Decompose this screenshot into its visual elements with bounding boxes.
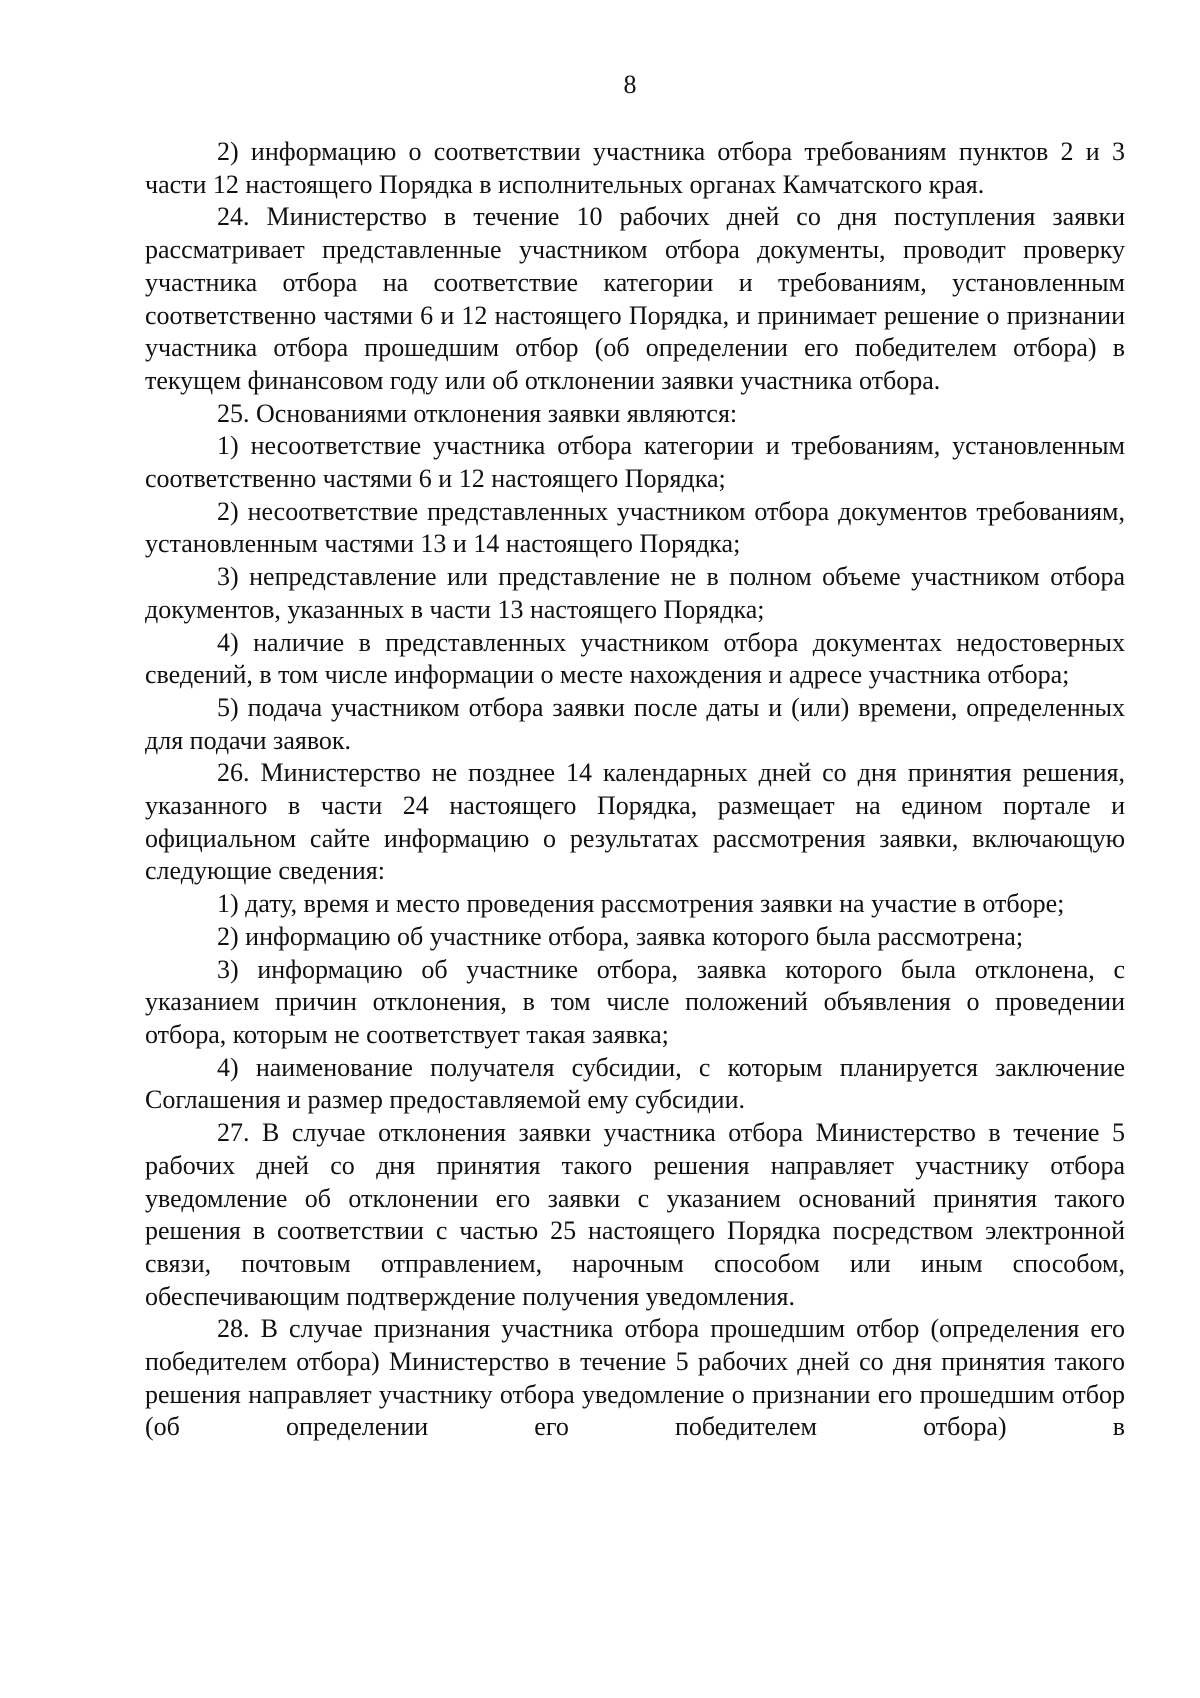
page-number: 8 <box>623 70 637 99</box>
paragraph-27: 27. В случае отклонения заявки участника отбора Министерство в течение 5 рабочих дней со дня принятия такого решения направляет участнику отбора уведомление об отклонении его заявки с указанием оснований принятия такого решения в соответствии с частью 25 настоящего Порядка посредством электронной связи, почтовым отправлением, нарочным способом или иным способом, обеспечивающим подтверждение получения уведомления. <box>145 1118 1125 1311</box>
paragraph-26: 26. Министерство не позднее 14 календарных дней со дня принятия решения, указанного в части 24 настоящего Порядка, размещает на едином портале и официальном сайте информацию о результатах рассмотрения заявки, включающую следующие сведения: <box>145 758 1125 886</box>
paragraph-item-2-info: 2) информацию о соответствии участника отбора требованиям пунктов 2 и 3 части 12 настоящего Порядка в исполнительных органах Камчатского края. <box>145 137 1125 199</box>
paragraph-25-item-2: 2) несоответствие представленных участником отбора документов требованиям, установленным частями 13 и 14 настоящего Порядка; <box>145 496 1125 559</box>
paragraph-25: 25. Основаниями отклонения заявки являются: <box>217 398 738 428</box>
paragraph-25-item-4: 4) наличие в представленных участником отбора документах недостоверных сведений, в том числе информации о месте нахождения и адресе участника отбора; <box>145 627 1125 690</box>
paragraph-28: 28. В случае признания участника отбора прошедшим отбор (определения его победителем отбора) Министерство в течение 5 рабочих дней со дня принятия такого решения направляет участнику отбора уведомление о признании его прошедшим отбор (об определении его победителем отбора) в <box>145 1314 1125 1442</box>
paragraph-26-item-3: 3) информацию об участнике отбора, заявка которого была отклонена, с указанием причин отклонения, в том числе положений объявления о проведении отбора, которым не соответствует такая заявка; <box>145 954 1125 1049</box>
paragraph-26-item-4: 4) наименование получателя субсидии, с которым планируется заключение Соглашения и размер предоставляемой ему субсидии. <box>145 1052 1125 1115</box>
paragraph-25-item-1: 1) несоответствие участника отбора категории и требованиям, установленным соответственно частями 6 и 12 настоящего Порядка; <box>145 431 1125 494</box>
paragraph-26-item-2: 2) информацию об участнике отбора, заявка которого была рассмотрена; <box>217 921 1024 951</box>
document-body <box>145 136 1125 1444</box>
paragraph-25-item-5: 5) подача участником отбора заявки после даты и (или) времени, определенных для подачи заявок. <box>145 692 1125 755</box>
paragraph-25-item-3: 3) непредставление или представление не в полном объеме участником отбора документов, указанных в части 13 настоящего Порядка; <box>145 562 1125 624</box>
paragraph-26-item-1: 1) дату, время и место проведения рассмотрения заявки на участие в отборе; <box>217 889 1065 919</box>
paragraph-24: 24. Министерство в течение 10 рабочих дней со дня поступления заявки рассматривает представленные участником отбора документы, проводит проверку участника отбора на соответствие категории и требованиям, установленным соответственно частями 6 и 12 настоящего Порядка, и принимает решение о признании участника отбора прошедшим отбор (об определении его победителем отбора) в текущем финансовом году или об отклонении заявки участника отбора. <box>145 202 1125 395</box>
